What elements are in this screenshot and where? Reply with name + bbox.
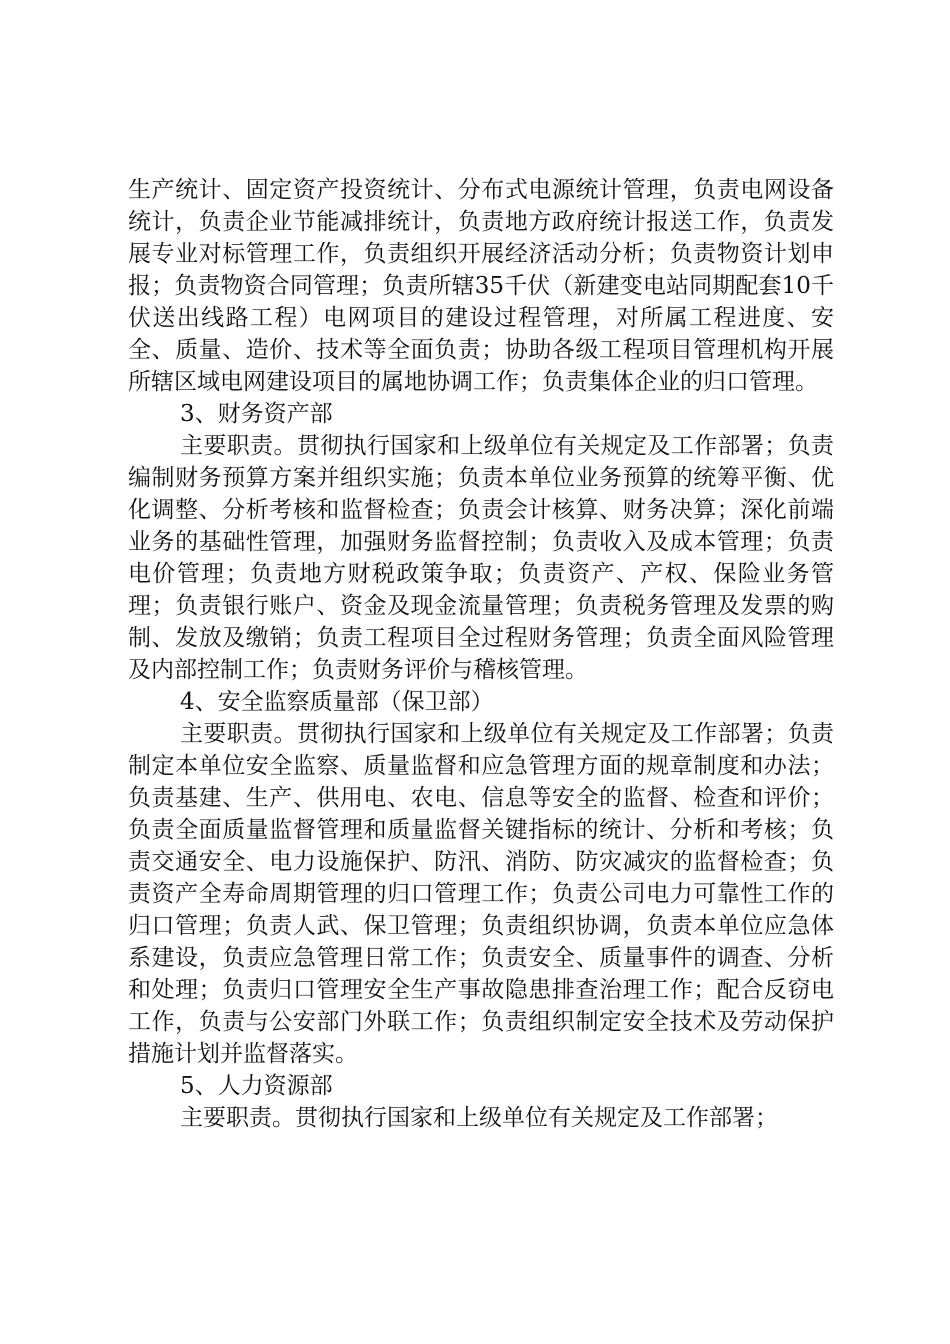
paragraph-hr-duties: 主要职责。贯彻执行国家和上级单位有关规定及工作部署；	[180, 1105, 778, 1131]
section-heading-safety: 4、安全监察质量部（保卫部）	[180, 689, 494, 715]
paragraph-continued: 生产统计、固定资产投资统计、分布式电源统计管理，负责电网设备统计，负责企业节能减排统计，负责地方政府统计报送工作，负责发展专业对标管理工作，负责组织开展经济活动分析；负责物资计划申报；负责物资合同管理；负责所辖35千伏（新建变电站同期配套10千伏送出线路工程）电网项目的建设过程管理，对所属工程进度、安全、质量、造价、技术等全面负责；协助各级工程项目管理机构开展所辖区域电网建设项目的属地协调工作；负责集体企业的归口管理。	[128, 177, 834, 395]
document-body	[128, 174, 834, 1134]
section-heading-hr: 5、人力资源部	[180, 1073, 333, 1099]
paragraph-finance-duties: 主要职责。贯彻执行国家和上级单位有关规定及工作部署；负责编制财务预算方案并组织实施；负责本单位业务预算的统筹平衡、优化调整、分析考核和监督检查；负责会计核算、财务决算；深化前端业务的基础性管理，加强财务监督控制；负责收入及成本管理；负责电价管理；负责地方财税政策争取；负责资产、产权、保险业务管理；负责银行账户、资金及现金流量管理；负责税务管理及发票的购制、发放及缴销；负责工程项目全过程财务管理；负责全面风险管理及内部控制工作；负责财务评价与稽核管理。	[128, 433, 834, 683]
section-heading-finance: 3、财务资产部	[180, 401, 333, 427]
paragraph-safety-duties: 主要职责。贯彻执行国家和上级单位有关规定及工作部署；负责制定本单位安全监察、质量监督和应急管理方面的规章制度和办法；负责基建、生产、供用电、农电、信息等安全的监督、检查和评价；负责全面质量监督管理和质量监督关键指标的统计、分析和考核；负责交通安全、电力设施保护、防汛、消防、防灾减灾的监督检查；负责资产全寿命周期管理的归口管理工作；负责公司电力可靠性工作的归口管理；负责人武、保卫管理；负责组织协调，负责本单位应急体系建设，负责应急管理日常工作；负责安全、质量事件的调查、分析和处理；负责归口管理安全生产事故隐患排查治理工作；配合反窃电工作，负责与公安部门外联工作；负责组织制定安全技术及劳动保护措施计划并监督落实。	[128, 721, 834, 1067]
